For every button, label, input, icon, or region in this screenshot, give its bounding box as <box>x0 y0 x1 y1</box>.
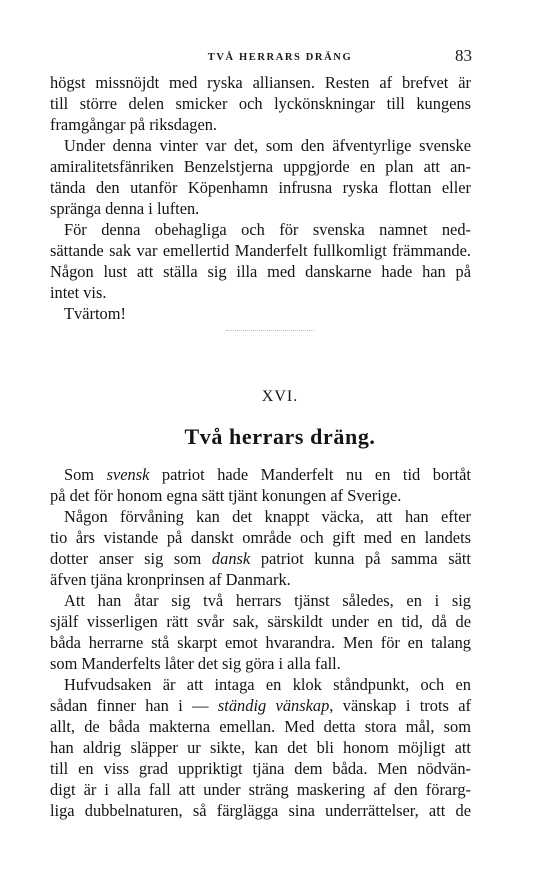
text-segment: patriot hade Manderfelt nu en tid bortåt <box>149 465 471 484</box>
emphasis-text: dansk <box>211 549 251 568</box>
chapter-title: Två herrars dräng. <box>184 424 376 449</box>
emphasis-text: ständig vänskap <box>217 696 330 715</box>
text-line: amiralitetsfänriken Benzelstjerna uppgjorde en plan att an- <box>50 157 471 176</box>
text-line: intet vis. <box>50 283 107 302</box>
text-line: liga dubbelnaturen, så färglägga sina underrättelser, att de <box>50 801 471 820</box>
text-line: framgångar på riksdagen. <box>50 115 218 134</box>
text-line: båda herrarne stå skarpt emot hvarandra. Men för en talang <box>50 633 471 652</box>
text-line: spränga denna i luften. <box>50 199 200 218</box>
section-separator <box>226 330 314 331</box>
text-line: digt är i alla fall att under sträng maskering af den förarg- <box>50 780 471 799</box>
text-line: För denna obehagliga och för svenska namnet ned- <box>64 220 471 239</box>
text-line: äfven tjäna kronprinsen af Danmark. <box>50 570 291 589</box>
running-header: TVÅ HERRARS DRÄNG <box>207 52 353 63</box>
text-line: högst missnöjdt med ryska alliansen. Resten af brefvet är <box>50 73 471 92</box>
text-line: Någon lust att ställa sig illa med danskarne hade han på <box>50 262 471 281</box>
text-line: till en viss grad uppriktigt tjäna dem båda. Men nödvän- <box>50 759 471 778</box>
text-line: själf visserligen rätt svår sak, särskildt under en tid, då de <box>50 612 471 631</box>
text-line <box>50 695 471 716</box>
emphasis-text: svensk <box>106 465 150 484</box>
text-line: Att han åtar sig två herrars tjänst således, en i sig <box>64 591 471 610</box>
page-number: 83 <box>455 46 472 65</box>
text-line <box>50 464 471 485</box>
text-line: tio års vistande på danskt område och gift med en landets <box>50 528 471 547</box>
text-line: som Manderfelts låter det sig göra i alla fall. <box>50 654 341 673</box>
text-line: Tvärtom! <box>64 304 126 323</box>
text-line: sättande sak var emellertid Manderfelt fullkomligt främmande. <box>50 241 471 260</box>
text-segment: patriot kunna på samma sätt <box>250 549 471 568</box>
text-line: Någon förvåning kan det knappt väcka, att han efter <box>64 507 471 526</box>
text-line <box>50 548 471 569</box>
text-segment: sådan finner han i — <box>50 696 218 715</box>
text-line: till större delen smicker och lyckönskningar till kungens <box>50 94 471 113</box>
text-block-chapter <box>50 464 471 821</box>
text-segment: dotter anser sig som <box>50 549 212 568</box>
text-line: på det för honom egna sätt tjänt konungen af Sverige. <box>50 486 402 505</box>
text-line: allt, de båda makterna emellan. Med detta stora mål, som <box>50 717 471 736</box>
text-segment: , vänskap i trots af <box>329 696 471 715</box>
text-line: Hufvudsaken är att intaga en klok ståndpunkt, och en <box>64 675 471 694</box>
text-block-top <box>50 72 471 324</box>
text-line: tända den utanför Köpenhamn infrusna ryska flottan eller <box>50 178 471 197</box>
text-line: han aldrig släpper ur sikte, kan det bli honom möjligt att <box>50 738 471 757</box>
chapter-number: XVI. <box>261 388 299 405</box>
text-line: Under denna vinter var det, som den äfventyrlige svenske <box>64 136 471 155</box>
text-segment: Som <box>64 465 107 484</box>
